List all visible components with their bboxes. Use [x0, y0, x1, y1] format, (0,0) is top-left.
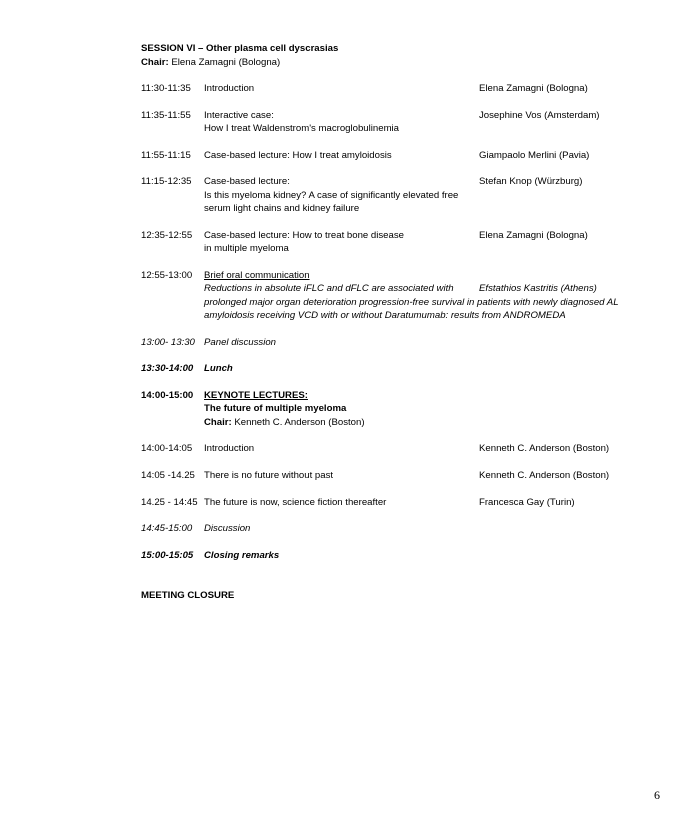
- panel-label: Panel discussion: [204, 337, 276, 348]
- discussion-time: 14:45-15:00: [141, 523, 193, 534]
- agenda-time: 11:30-11:35: [141, 83, 191, 94]
- agenda-speaker: Stefan Knop (Würzburg): [479, 176, 583, 187]
- chair-name: Kenneth C. Anderson (Boston): [234, 417, 365, 428]
- agenda-time: 14:05 -14.25: [141, 470, 195, 481]
- agenda-title: There is no future without past: [204, 470, 334, 481]
- meeting-closure: MEETING CLOSURE: [141, 590, 235, 601]
- agenda-title: Case-based lecture: How I treat amyloidosis: [204, 150, 392, 161]
- agenda-time: 14:00-14:05: [141, 443, 193, 454]
- agenda-title: The future is now, science fiction thereafter: [204, 497, 387, 508]
- agenda-speaker: Kenneth C. Anderson (Boston): [479, 443, 610, 454]
- agenda-speaker: Josephine Vos (Amsterdam): [479, 110, 600, 121]
- oral-speaker: Efstathios Kastritis (Athens): [479, 283, 597, 294]
- chair-name: Elena Zamagni (Bologna): [171, 57, 281, 68]
- keynote-time: 14:00-15:00: [141, 390, 194, 401]
- agenda-speaker: Elena Zamagni (Bologna): [479, 83, 588, 94]
- agenda-time: 11:35-11:55: [141, 110, 191, 121]
- closing-label: Closing remarks: [204, 550, 280, 561]
- agenda-time: 14.25 - 14:45: [141, 497, 198, 508]
- agenda-title: in multiple myeloma: [204, 243, 289, 254]
- session-chair: [141, 56, 280, 69]
- oral-time: 12:55-13:00: [141, 270, 193, 281]
- page-number: 6: [654, 788, 660, 802]
- oral-heading: Brief oral communication: [204, 270, 310, 281]
- agenda-title: Case-based lecture:: [204, 176, 290, 187]
- agenda-time: 12:35-12:55: [141, 230, 193, 241]
- agenda-title: Is this myeloma kidney? A case of significantly elevated free: [204, 190, 459, 201]
- closing-time: 15:00-15:05: [141, 550, 194, 561]
- oral-abstract-line: amyloidosis receiving VCD with or without Daratumumab: results from ANDROMEDA: [204, 310, 566, 321]
- agenda-title: How I treat Waldenstrom's macroglobulinemia: [204, 123, 400, 134]
- agenda-title: Interactive case:: [204, 110, 274, 121]
- agenda-title: Introduction: [204, 83, 255, 94]
- agenda-title: Case-based lecture: How to treat bone disease: [204, 230, 404, 241]
- oral-abstract-line: Reductions in absolute iFLC and dFLC are associated with: [204, 283, 454, 294]
- chair-label: Chair:: [141, 57, 169, 68]
- agenda-speaker: Francesca Gay (Turin): [479, 497, 575, 508]
- agenda-title: Introduction: [204, 443, 255, 454]
- agenda-title: serum light chains and kidney failure: [204, 203, 360, 214]
- agenda-speaker: Elena Zamagni (Bologna): [479, 230, 588, 241]
- lunch-label: Lunch: [204, 363, 233, 374]
- agenda-speaker: Giampaolo Merlini (Pavia): [479, 150, 590, 161]
- agenda-time: 11:15-12:35: [141, 176, 192, 187]
- chair-label: Chair:: [204, 417, 232, 428]
- lunch-time: 13:30-14:00: [141, 363, 194, 374]
- keynote-subtitle: The future of multiple myeloma: [204, 403, 347, 414]
- session-title: SESSION VI – Other plasma cell dyscrasias: [141, 43, 339, 54]
- keynote-chair: [204, 416, 365, 429]
- agenda-speaker: Kenneth C. Anderson (Boston): [479, 470, 610, 481]
- keynote-heading: KEYNOTE LECTURES:: [204, 390, 308, 401]
- oral-abstract-line: prolonged major organ deterioration progression-free survival in patients with newly diagnosed AL: [204, 297, 619, 308]
- panel-time: 13:00- 13:30: [141, 337, 195, 348]
- agenda-time: 11:55-11:15: [141, 150, 191, 161]
- discussion-label: Discussion: [204, 523, 251, 534]
